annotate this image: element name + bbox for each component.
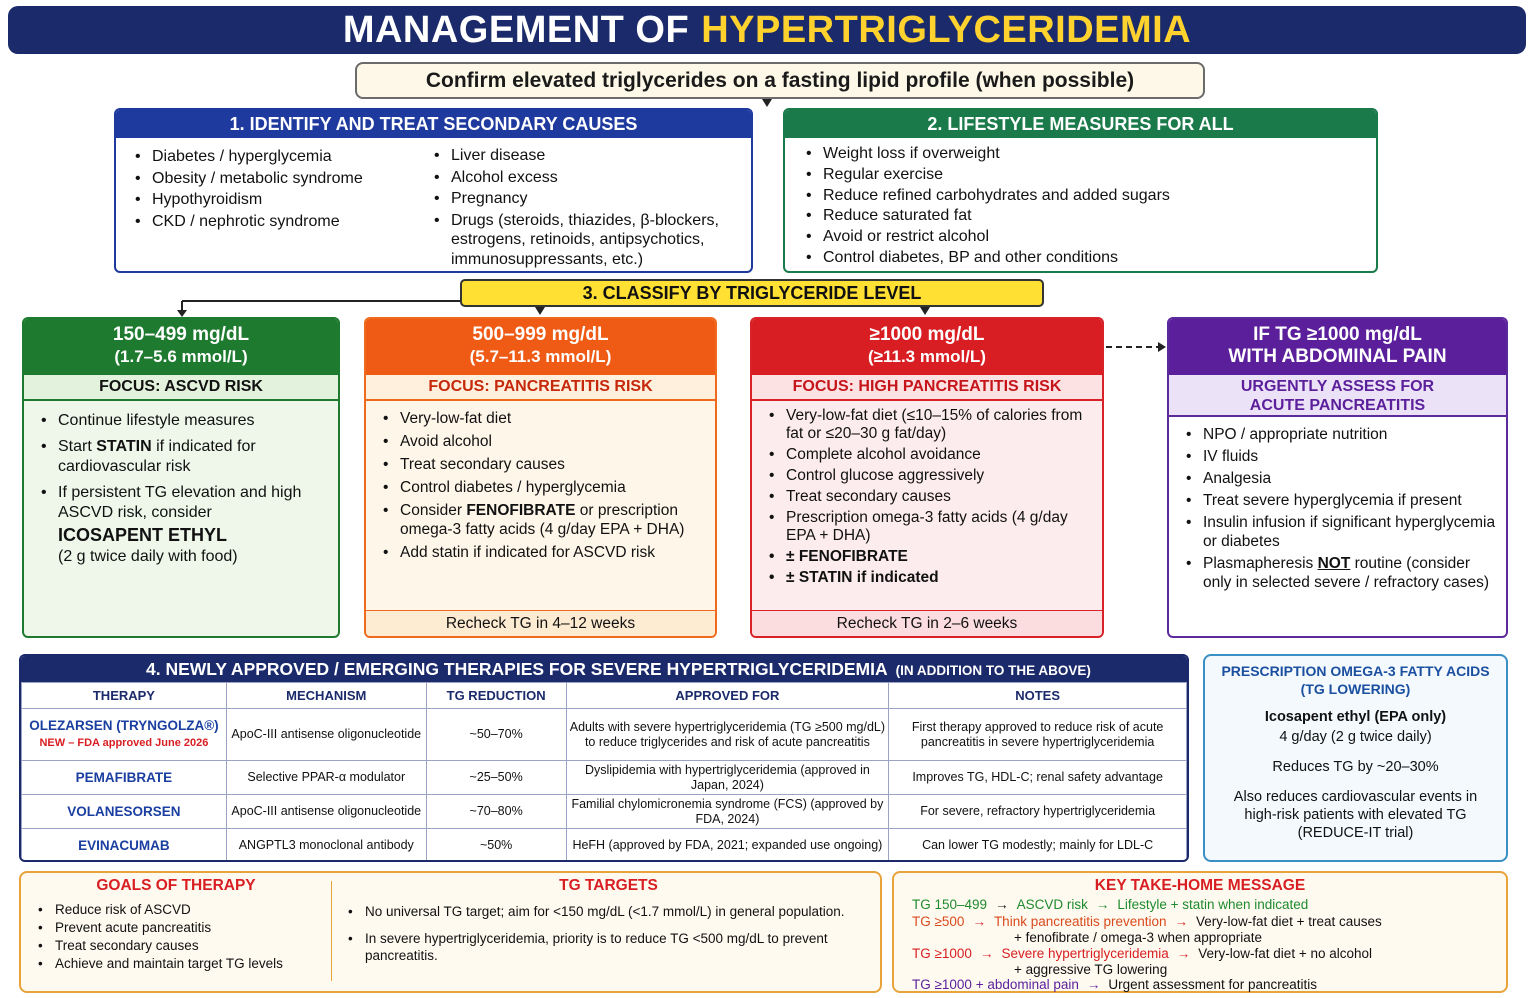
targets-title: TG TARGETS <box>559 877 658 894</box>
card-header <box>752 319 1102 375</box>
list-item: • In severe hypertriglyceridemia, priority is to reduce TG <500 mg/dL to prevent pancreatitis. <box>345 930 876 964</box>
card-level: 150–499 mg/dL <box>112 324 250 345</box>
list-item: • Insulin infusion if significant hyperglycemia or diabetes <box>1183 513 1496 551</box>
key-title: KEY TAKE-HOME MESSAGE <box>1094 877 1306 894</box>
goals-title: GOALS OF THERAPY <box>96 877 256 894</box>
card-500-999 <box>364 317 717 638</box>
recheck-note: Recheck TG in 2–6 weeks <box>752 610 1102 636</box>
list-item: • Control glucose aggressively <box>766 467 1092 485</box>
key-row: + aggressive TG lowering <box>1014 962 1168 977</box>
arrow-right-icon: → <box>1086 977 1101 992</box>
card-sub: (≥11.3 mmol/L) <box>868 347 986 366</box>
list-item: • Prevent acute pancreatitis <box>35 919 331 937</box>
list-item: • Prescription omega-3 fatty acids (4 g/day EPA + DHA) <box>766 509 1092 545</box>
omega3-line: Reduces TG by ~20–30% <box>1272 759 1439 775</box>
lifestyle-list <box>803 144 1170 269</box>
title-part1: MANAGEMENT OF <box>342 8 690 51</box>
table-row: VOLANESORSEN ApoC-III antisense oligonucleotide ~70–80% Familial chylomicronemia syndrome (FCS) (approved by FDA, 2024) For severe, refractory hypertriglyceridemia <box>22 795 1187 829</box>
card-header <box>366 319 715 375</box>
list-item: • Analgesia <box>1183 469 1496 488</box>
card-list <box>752 401 1102 587</box>
table-header: MECHANISM <box>226 683 426 709</box>
list-item: • Control diabetes, BP and other conditions <box>803 248 1170 269</box>
lifestyle-title: 2. LIFESTYLE MEASURES FOR ALL <box>785 110 1376 138</box>
table-header: APPROVED FOR <box>566 683 889 709</box>
list-item: • Diabetes / hyperglycemia <box>132 146 422 168</box>
card-header <box>1169 319 1506 375</box>
card-level: ≥1000 mg/dL <box>869 324 985 345</box>
arrow-right-icon: → <box>979 946 994 961</box>
classify-banner: 3. CLASSIFY BY TRIGLYCERIDE LEVEL <box>460 279 1044 307</box>
list-item: • Consider FENOFIBRATE or prescription omega-3 fatty acids (4 g/day EPA + DHA) <box>380 501 705 539</box>
card-list <box>1169 417 1506 592</box>
list-item: • Hypothyroidism <box>132 189 422 211</box>
card-focus: FOCUS: ASCVD RISK <box>24 375 338 401</box>
title-part2: HYPERTRIGLYCERIDEMIA <box>701 8 1192 51</box>
key-row: TG ≥1000 + abdominal pain → Urgent assessment for pancreatitis <box>912 977 1317 992</box>
omega3-line: Also reduces cardiovascular events in high-risk patients with elevated TG (REDUCE-IT trial) <box>1233 789 1478 841</box>
list-item: • Weight loss if overweight <box>803 144 1170 165</box>
key-row: TG ≥500 → Think pancreatitis prevention → Very-low-fat diet + treat causes <box>912 914 1382 929</box>
card-level: IF TG ≥1000 mg/dL <box>1253 324 1422 345</box>
omega3-title: PRESCRIPTION OMEGA-3 FATTY ACIDS (TG LOWERING) <box>1221 663 1490 697</box>
omega3-line: Icosapent ethyl (EPA only) <box>1264 709 1447 725</box>
list-item: • Start STATIN if indicated for cardiovascular risk <box>38 437 328 477</box>
arrow-right-icon: → <box>1174 914 1189 929</box>
therapies-table <box>21 682 1187 862</box>
arrow-down-icon <box>177 310 187 317</box>
recheck-note: Recheck TG in 4–12 weeks <box>366 610 715 636</box>
list-item: • Avoid alcohol <box>380 432 705 451</box>
table-row: OLEZARSEN (TRYNGOLZA®) NEW – FDA approved June 2026 ApoC-III antisense oligonucleotide ~50–70% Adults with severe hypertriglyceridemia (TG ≥500 mg/dL) to reduce triglycerides and risk of acute pancreatitis First therapy approved to reduce risk of acute pancreatitis in severe hypertriglyceridemia <box>22 709 1187 761</box>
arrow-right-icon: → <box>1176 946 1191 961</box>
secondary-causes-title: 1. IDENTIFY AND TREAT SECONDARY CAUSES <box>116 110 751 138</box>
list-item: • No universal TG target; aim for <150 mg/dL (<1.7 mmol/L) in general population. <box>345 903 876 920</box>
secondary-causes-list-1 <box>132 146 422 232</box>
arrow-right-icon <box>1158 342 1166 352</box>
list-item: • Obesity / metabolic syndrome <box>132 168 422 190</box>
page-title <box>8 6 1526 54</box>
therapies-table-box <box>19 654 1189 862</box>
goals-section <box>21 877 331 973</box>
lifestyle-box <box>783 108 1378 273</box>
card-150-499 <box>22 317 340 638</box>
arrow-right-icon: → <box>972 914 986 929</box>
list-item: • Treat severe hyperglycemia if present <box>1183 491 1496 510</box>
omega3-line: 4 g/day (2 g twice daily) <box>1279 729 1432 745</box>
list-item: • Drugs (steroids, thiazides, β-blockers, estrogens, retinoids, antipsychotics, immunosuppressants, etc.) <box>431 211 741 270</box>
card-focus: FOCUS: HIGH PANCREATITIS RISK <box>752 375 1102 401</box>
list-item: • Liver disease <box>431 146 741 166</box>
key-row: + fenofibrate / omega-3 when appropriate <box>1014 930 1263 945</box>
therapies-title: 4. NEWLY APPROVED / EMERGING THERAPIES FOR SEVERE HYPERTRIGLYCERIDEMIA (IN ADDITION TO THE ABOVE) <box>21 656 1187 682</box>
arrow-right-icon: → <box>995 897 1009 912</box>
goals-targets-box <box>19 871 882 993</box>
card-sub: (1.7–5.6 mmol/L) <box>114 347 248 366</box>
card-list <box>24 401 338 567</box>
list-item: • Treat secondary causes <box>766 488 1092 506</box>
key-row: TG ≥1000 → Severe hypertriglyceridemia → Very-low-fat diet + no alcohol <box>912 946 1373 961</box>
list-item: • Treat secondary causes <box>35 937 331 955</box>
card-abdominal-pain <box>1167 317 1508 638</box>
secondary-causes-list-2 <box>431 146 741 269</box>
list-item: • Continue lifestyle measures <box>38 411 328 431</box>
list-item: • Complete alcohol avoidance <box>766 446 1092 464</box>
list-item: • Add statin if indicated for ASCVD risk <box>380 543 705 562</box>
key-row: TG 150–499 → ASCVD risk → Lifestyle + statin when indicated <box>912 897 1309 912</box>
arrow-right-icon: → <box>1095 897 1110 912</box>
list-item: • Pregnancy <box>431 189 741 209</box>
secondary-causes-box <box>114 108 753 273</box>
list-item: • Treat secondary causes <box>380 455 705 474</box>
omega3-box <box>1203 654 1508 862</box>
targets-section <box>341 877 876 964</box>
table-header: NOTES <box>889 683 1187 709</box>
key-message-box <box>892 871 1508 993</box>
new-badge: NEW – FDA approved June 2026 <box>39 737 209 749</box>
list-item: • Control diabetes / hyperglycemia <box>380 478 705 497</box>
list-item: • Reduce refined carbohydrates and added sugars <box>803 186 1170 207</box>
card-header <box>24 319 338 375</box>
list-item: • Plasmapheresis NOT routine (consider only in selected severe / refractory cases) <box>1183 554 1496 592</box>
list-item: • IV fluids <box>1183 447 1496 466</box>
table-header: THERAPY <box>22 683 227 709</box>
card-1000-plus <box>750 317 1104 638</box>
list-item: • Achieve and maintain target TG levels <box>35 955 331 973</box>
confirm-box: Confirm elevated triglycerides on a fasting lipid profile (when possible) <box>355 62 1205 99</box>
divider <box>331 881 332 981</box>
list-item: • ± STATIN if indicated <box>766 569 1092 587</box>
list-item: • NPO / appropriate nutrition <box>1183 425 1496 444</box>
list-item: • ± FENOFIBRATE <box>766 548 1092 566</box>
list-item: • Regular exercise <box>803 165 1170 186</box>
card-sub: WITH ABDOMINAL PAIN <box>1228 346 1447 367</box>
card-list <box>366 401 715 562</box>
list-item: • Avoid or restrict alcohol <box>803 227 1170 248</box>
list-item: • If persistent TG elevation and high ASCVD risk, consider ICOSAPENT ETHYL (2 g twice daily with food) <box>38 483 328 567</box>
list-item: • Very-low-fat diet (≤10–15% of calories from fat or ≤20–30 g fat/day) <box>766 407 1092 443</box>
table-header: TG REDUCTION <box>426 683 566 709</box>
card-focus: URGENTLY ASSESS FOR ACUTE PANCREATITIS <box>1169 375 1506 417</box>
list-item: • Reduce saturated fat <box>803 206 1170 227</box>
list-item: • Very-low-fat diet <box>380 409 705 428</box>
card-level: 500–999 mg/dL <box>472 324 609 345</box>
list-item: • Alcohol excess <box>431 168 741 188</box>
card-focus: FOCUS: PANCREATITIS RISK <box>366 375 715 401</box>
arrow-down-icon <box>762 99 772 107</box>
table-row: PEMAFIBRATE Selective PPAR-α modulator ~25–50% Dyslipidemia with hypertriglyceridemia (approved in Japan, 2024) Improves TG, HDL-C; renal safety advantage <box>22 761 1187 795</box>
table-row: EVINACUMAB ANGPTL3 monoclonal antibody ~50% HeFH (approved by FDA, 2021; expanded use ongoing) Can lower TG modestly; mainly for LDL-C <box>22 829 1187 863</box>
card-sub: (5.7–11.3 mmol/L) <box>469 347 612 366</box>
list-item: • Reduce risk of ASCVD <box>35 901 331 919</box>
list-item: • CKD / nephrotic syndrome <box>132 211 422 233</box>
